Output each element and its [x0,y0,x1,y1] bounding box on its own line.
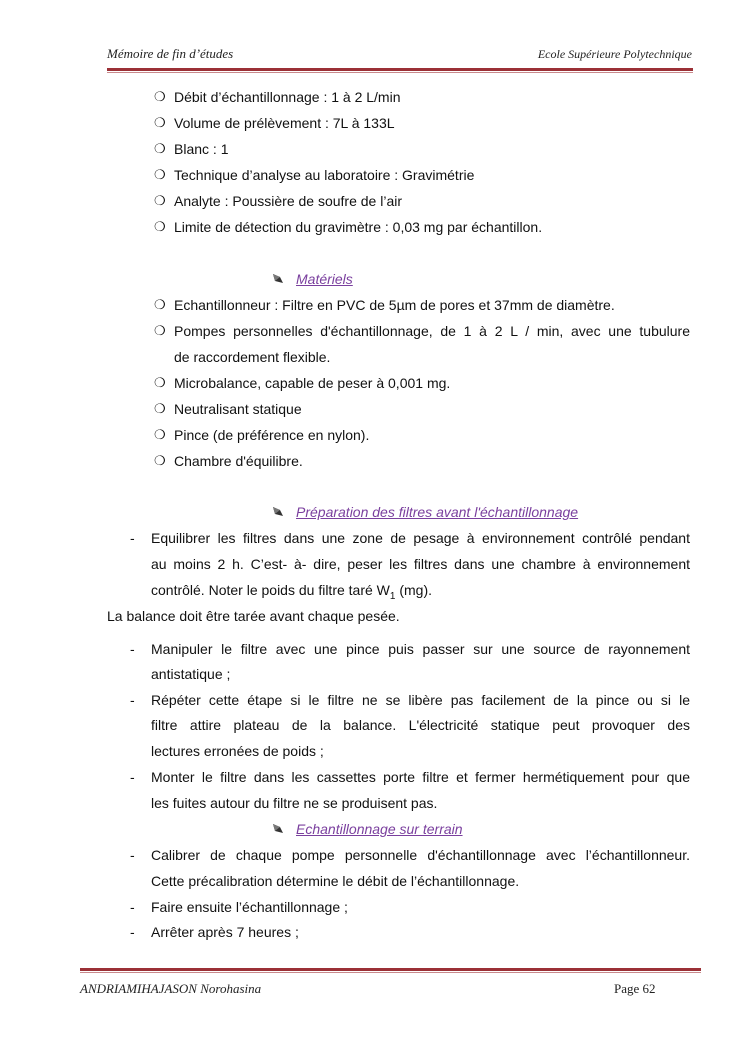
page-number: Page 62 [614,981,656,996]
list-item: Arrêter après 7 heures ; [151,924,299,940]
list-item: Répéter cette étape si le filtre ne se libère pas facilement de la pince ou si le [151,692,690,708]
note-paragraph: La balance doit être tarée avant chaque pesée. [107,608,400,624]
list-item: Manipuler le filtre avec une pince puis passer sur une source de rayonnement [151,641,690,657]
footer-author: ANDRIAMIHAJASON Norohasina [80,981,262,996]
section-arrow-icon [272,823,284,834]
list-item: Neutralisant statique [174,401,302,417]
circle-bullet-icon: ❍ [154,115,166,130]
header-title-left: Mémoire de fin d’études [107,46,234,61]
list-item-continuation: Cette précalibration détermine le débit de l’échantillonnage. [151,873,520,889]
header-title-right: Ecole Supérieure Polytechnique [537,47,692,61]
dash-bullet: - [130,641,135,657]
dash-bullet: - [130,847,135,863]
list-item: Microbalance, capable de peser à 0,001 mg. [174,375,451,391]
circle-bullet-icon: ❍ [154,193,166,208]
list-item: Echantillonneur : Filtre en PVC de 5µm de pores et 37mm de diamètre. [174,297,615,313]
text-run: contrôlé. Noter le poids du filtre taré W [151,582,390,598]
list-item: Débit d’échantillonnage : 1 à 2 L/min [174,89,401,105]
dash-bullet: - [130,530,135,546]
circle-bullet-icon: ❍ [154,323,166,338]
dash-bullet: - [130,692,135,708]
list-item: Calibrer de chaque pompe personnelle d'échantillonnage avec l’échantillonneur. [151,847,690,863]
list-item: Limite de détection du gravimètre : 0,03 mg par échantillon. [174,219,543,235]
section-arrow-icon [272,506,284,517]
dash-bullet: - [130,899,135,915]
header-rule [107,68,693,71]
list-item-continuation: de raccordement flexible. [174,349,331,365]
list-item: Equilibrer les filtres dans une zone de pesage à environnement contrôlé pendant [151,530,690,546]
circle-bullet-icon: ❍ [154,89,166,104]
list-item: Volume de prélèvement : 7L à 133L [174,115,395,131]
list-item-continuation [151,581,432,606]
section-heading-preparation: Préparation des filtres avant l'échantillonnage [296,504,579,520]
list-item-continuation: lectures erronées de poids ; [151,743,324,759]
header-rule-thin [107,72,693,73]
section-heading-terrain: Echantillonnage sur terrain [296,821,463,837]
list-item-continuation: antistatique ; [151,666,231,682]
list-item: Faire ensuite l’échantillonnage ; [151,899,348,915]
footer-rule-thin [80,972,701,973]
circle-bullet-icon: ❍ [154,219,166,234]
list-item: Analyte : Poussière de soufre de l’air [174,193,403,209]
list-item: Pince (de préférence en nylon). [174,427,370,443]
circle-bullet-icon: ❍ [154,167,166,182]
list-item: Monter le filtre dans les cassettes porte filtre et fermer hermétiquement pour que [151,769,690,785]
dash-bullet: - [130,769,135,785]
circle-bullet-icon: ❍ [154,453,166,468]
footer-rule [80,968,701,971]
circle-bullet-icon: ❍ [154,141,166,156]
list-item: Blanc : 1 [174,141,229,157]
dash-bullet: - [130,924,135,940]
list-item: Technique d’analyse au laboratoire : Gravimétrie [174,167,475,183]
circle-bullet-icon: ❍ [154,375,166,390]
section-heading-materiels: Matériels [296,271,353,287]
subscript: 1 [389,590,396,602]
section-arrow-icon [272,273,284,284]
text-run: (mg). [395,582,433,598]
circle-bullet-icon: ❍ [154,297,166,312]
list-item: Pompes personnelles d'échantillonnage, de 1 à 2 L / min, avec une tubulure [174,323,690,339]
list-item-continuation: filtre attire plateau de la balance. L'électricité statique peut provoquer des [151,717,690,733]
list-item: Chambre d'équilibre. [174,453,303,469]
list-item-continuation: les fuites autour du filtre ne se produisent pas. [151,795,438,811]
circle-bullet-icon: ❍ [154,401,166,416]
list-item-continuation: au moins 2 h. C’est- à- dire, peser les filtres dans une chambre à environnement [151,556,690,572]
circle-bullet-icon: ❍ [154,427,166,442]
